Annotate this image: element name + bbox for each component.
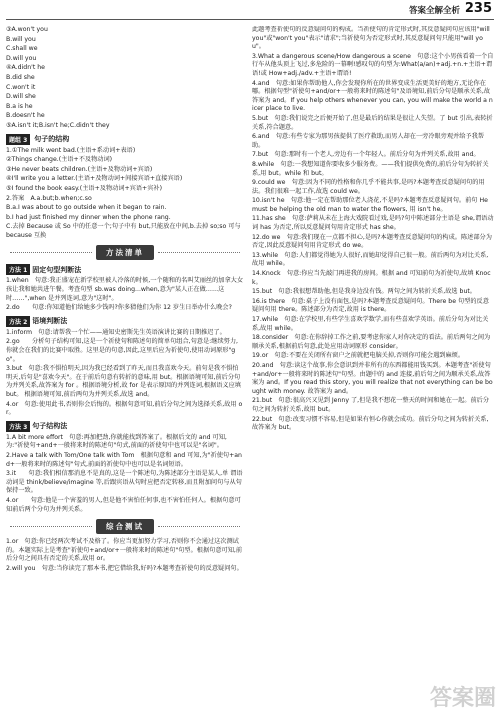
answer-line: 5.but 句意:我们说完之后便开始了,但是最后的结果是很让人失望。了 but 引出,表转折关系,符合题意。: [252, 114, 493, 131]
sentence-structure-answers: [6, 147, 244, 241]
answer-line: 8.while 句意:一我想知道你要收多少服务费。——我们提供免费的,前后分句为转折关系,用 but。while 和 but。: [252, 160, 489, 177]
answer-line: 此题考查祈使句的反意疑问句的构成。当祈使句的肯定形式时,其反意疑问句应该用"will you"或"won't you"表示"请求";当祈使句为否定形式时,其反意疑问句只能用"will you"。: [252, 26, 490, 51]
answer-line: 2.Have a talk with Tom/One talk with Tom 根据句意和 and 可知,为"祈使句+and+一般将来时的陈述句"句式,前面的祈使句中也可以是名词短语。: [6, 451, 242, 468]
answer-line: D.will she: [6, 93, 36, 101]
answer-line: ⑤A.isn't it;B.isn't he;C.didn't they: [6, 121, 110, 129]
answer-line: C.won't it: [6, 83, 36, 91]
answer-line: 2.will you 句意:当你读完了那本书,把它借给我,好吗?本题考查祈使句的反意疑问句。: [6, 564, 243, 572]
answer-line: 1.or 句意:你已经两次考试不及格了。你应当更加努力学习,否则你不会通过这次测试的。本题实际上是考查"祈使句+and/or+一般将来时的陈述句"句型。根据句意可知,前后分句之间具有否定的关系,故用 or。: [6, 538, 243, 563]
answer-line: ④I'll write you a letter.(主语+及物动词+间接宾语+直接宾语): [6, 175, 183, 183]
method-2-heading: [6, 316, 244, 327]
answer-line: C.去掉 Because 或 So 中的任意一个;句子中有 but,只能放在中间,b.去掉 so;so 可与 because 互换: [6, 223, 241, 239]
section-title: 综合测试: [96, 519, 154, 534]
answer-line: ③He never beats children.(主语+及物动词+宾语): [6, 165, 153, 173]
answer-line: 13.while 句意:人们都觉得她为人很好,而她却觉得自己很一般。前后两句为对比关系,故用 while。: [252, 251, 489, 268]
answer-line: 3.but 句意:我不惧怕明天,因为我已经看到了昨天,而且我喜欢今天。前句是我不惧怕明天,后句是"喜欢今天"。在于前后句意有转折的意味,用 but。根据语境可知,前后分句为并列关系,故答案为 for 。根据语境分析,故 for 是表示原因的并列连词,根据语义应填 but。 根据语境可知,前后两句为并列关系,故选 and。: [6, 365, 241, 398]
answer-line: B.a is he: [6, 102, 33, 110]
answer-line: 2.答案 A.a.but;b.when;c.so: [6, 194, 92, 202]
answer-line: 10.isn't he 句意:他一定在帮助那位老人浇花,不是吗?本题考查反意疑问句。前句 He must be helping the old man to water the flowers, 用 isn't he。: [252, 197, 488, 213]
method-title: 固定句型判断法: [32, 265, 82, 274]
answer-line: 17.while 句意:在学校里,有些学生喜欢学数学,而有些喜欢学英语。前后分句为对比关系,故用 while。: [252, 316, 489, 332]
answer-line: ④A.didn't he: [6, 64, 45, 72]
answer-line: 4.or 句意:他是一个害羞的男人,但是他不害怕任何事,也不害怕任何人。根据句意可知前后两个分句为并列关系。: [6, 496, 241, 513]
answer-line: 15.but 句意:我很想帮助他,但是我身边没有钱。两句之间为转折关系,故选 but。: [252, 288, 476, 296]
method-badge: 方法 2: [6, 316, 30, 327]
answer-line: 9.could we 句意:因为不同的性格和你几乎不能共事,是吗?本题考查反意疑问句的用法。我们很难一起工作,故选 could we。: [252, 179, 485, 195]
answer-line: 2.go 分析句子结构可知,这是一个祈使句和陈述句的简单句组合,句意是:继续努力,你就会在我们的比赛中取胜。这里是的句意,因此,这里后应为祈使句,使用动词原形"go"。: [6, 338, 238, 363]
answer-line: D.will you: [6, 54, 37, 62]
answer-line: 2.do 句意:你知道他们给她多少钱吗?你多猜他们为你 12 岁生日举办什么晚会?: [6, 304, 232, 312]
answer-line: 18.consider 句意:在你辞掉工作之前,要考虑你家人对你决定的看法。前后两句之间为顺承关系,根据前后句意,此处应用动词原形 consider。: [252, 334, 491, 350]
method-title: 语境判断法: [32, 317, 68, 326]
watermark-logo: 答案圈: [429, 686, 496, 711]
answer-line: 11.has she 句意:萨莉从未在上海大戏院看过戏,是吗?句中陈述部分主语是 she,谓语动词 has 为否定,所以反意疑问句用肯定形式 has she。: [252, 215, 494, 232]
method-title: 句子结构法: [32, 422, 68, 431]
method-3-heading: [6, 421, 244, 432]
method-list-banner: [6, 245, 244, 260]
divider: [10, 252, 92, 253]
answer-line: B.did she: [6, 73, 35, 81]
answer-line: 3.it 句意:我们相信那消息不是真的,这是一个陈述句,为陈述部分主语是某人,单 谓语动词是 think/believe/imagine 等,后跟宾语从句时应把否定转移,而且附加问句与从句保持一致。: [6, 470, 243, 495]
page-number: 235: [464, 1, 492, 16]
group-3-heading: [6, 134, 244, 145]
answer-line: B.will you: [6, 35, 36, 43]
answer-line: 1.when 句意:我正盛宠在新学校里被人冷落的时候,一个随和的名叫艾丽丝的加拿大女孩让我和她共进午餐。考查句型 sb.was doing...when,意为"某人正在做……这时……",when 是并列连词,意为"这时"。: [6, 277, 244, 302]
right-answers: [252, 26, 494, 433]
method-badge: 方法 1: [6, 264, 30, 275]
page-header: [0, 0, 500, 22]
answer-list-top: [6, 26, 244, 131]
answer-line: 14.Knock 句意:你应当先敲门再进我的房间。根据 and 可知前句为祈使句,故填 Knock。: [252, 270, 491, 286]
answer-line: B.a.I was about to go outside when it began to rain.: [6, 204, 167, 212]
answer-line: 3.What a dangerous scene/How dangerous a scene 句意:这个小男孩看着一个自行车从他头顶上飞过,多危险的一幕啊!感叹句的句型为:What(a/an)+adj.+n.+主语+谓语!或 How+adj./adv.+主语+谓语!: [252, 52, 494, 77]
left-column: [6, 26, 244, 710]
group-title: 句子的结构: [34, 135, 70, 144]
answer-line: ③A.won't you: [6, 26, 48, 33]
group-badge: 题组 3: [6, 134, 30, 145]
section-title: 方法清单: [96, 245, 154, 260]
answer-line: 21.but 句意:很高兴又见到 Jenny 了,但是我不想花一整天的时间和她在一起。前后分句之间为转折关系,故用 but。: [252, 397, 490, 413]
answer-line: B.doesn't he: [6, 112, 45, 120]
answer-line: b.I had just finished my dinner when the phone rang.: [6, 213, 171, 221]
comprehensive-test-banner: [6, 519, 244, 534]
divider: [10, 526, 92, 527]
answer-line: C.shall we: [6, 45, 38, 53]
answer-line: 6.and 句意:有些专家为那男孩提供了医疗救助,而男人却在一旁冷眼旁观并给予我帮助。: [252, 133, 484, 149]
divider: [158, 252, 240, 253]
answer-line: 16.is there 句意:桌子上没有面包,是吗?本题考查反意疑问句。There be 句型的反意疑问句用 there。陈述部分为否定,故用 is there。: [252, 297, 489, 314]
answer-line: ⑤I found the book easy.(主语+及物动词+宾语+宾补): [6, 184, 163, 192]
answer-line: 7.but 句意:那时有一个老人,旁边有一个年轻人。前后分句为并列关系,故用 and。: [252, 151, 480, 159]
answer-line: 12.do we 句意:我们现在一点都不担心,是吗?本题考查反意疑问句的构成。陈述部分为否定,因此反意疑问句用肯定形式 do we。: [252, 233, 492, 250]
divider: [158, 526, 240, 527]
answer-line: 20.and 句意:读这个故事,你会意识到并非所有的东西都能用钱买到。本题考查"祈使句+and/or+一般将来时的陈述句"句型。由题中的 and 连接,前后句之间为顺承关系,故答案为 and。If you read this story, you will realize that not everything can be bought with money. 故答案为 and。: [252, 361, 493, 395]
method-badge: 方法 3: [6, 421, 30, 432]
answer-line: 4.and 句意:如果你帮助他人,你会发现你所在的世界变成生活更美好的地方,无论你在哪。根据句型"祈使句+and/or+一般将来时的陈述句"及语境知,前后分句是顺承关系,故答案为 and。If you help others whenever you can, you will make the world a nicer place to live.: [252, 79, 493, 113]
answer-line: 19.or 句意:不要在关闭所有窗户之前就把电脑关掉,否则你可能会遇到麻烦。: [252, 352, 465, 360]
answer-line: 1.inform 句意:请帮我一个忙——通知史密斯先生英语演讲比赛的日期推迟了。: [6, 328, 226, 336]
answer-line: 4.or 句意:使用此书,否则你会后悔的。根据句意可知,前后分句之间为选择关系,故用 or。: [6, 400, 243, 417]
method-1-heading: [6, 264, 244, 275]
header-title: 答案全解全析: [408, 6, 460, 16]
method-2-answers: [6, 329, 244, 418]
method-3-answers: [6, 434, 244, 514]
answer-line: 1.①The milk went bad.(主语+系动词+表语): [6, 146, 136, 154]
answer-line: 22.but 句意:改变习惯不容易,但是如果有恒心你就会成功。前后分句之间为转折关系,故答案为 but。: [252, 415, 489, 432]
right-column: [252, 26, 494, 710]
method-1-answers: [6, 277, 244, 312]
answer-line: ②Things change.(主语+不及物动词): [6, 156, 113, 164]
header-rule: [6, 19, 494, 20]
comprehensive-test-answers: [6, 538, 244, 573]
answer-line: 1.A bit more effort 句意:再加把劲,你就能找到答案了。根据后文的 and 可知,为:"祈使句+and+一般将来时的陈述句"句式,前面的祈使句中也可以是"名词"。: [6, 433, 227, 450]
